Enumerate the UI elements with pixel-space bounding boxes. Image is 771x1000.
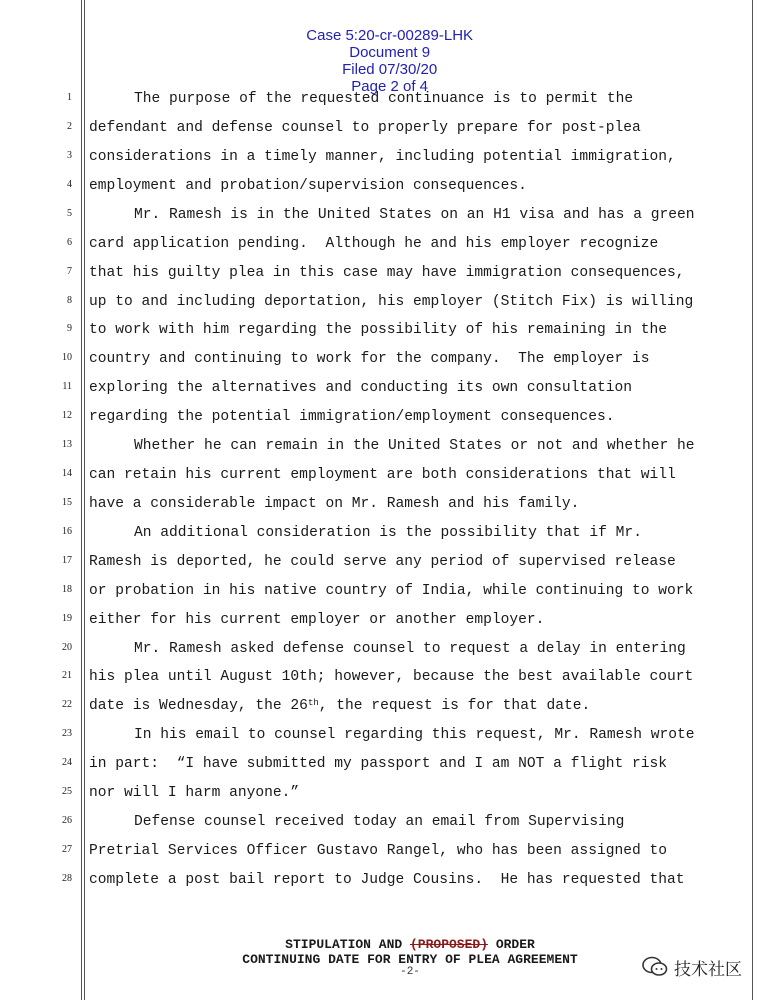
line-number: 2: [67, 121, 72, 132]
body-line: considerations in a timely manner, including potential immigration,: [89, 149, 676, 165]
page-indicator: Page 2 of 4: [351, 78, 429, 95]
line-number: 10: [62, 352, 72, 363]
line-number: 19: [62, 613, 72, 624]
body-line-text: date is Wednesday, the 26: [89, 698, 308, 714]
line-number: 5: [67, 208, 72, 219]
footer-title-struck: (PROPOSED): [410, 937, 489, 952]
line-number: 3: [67, 150, 72, 161]
line-number: 13: [62, 439, 72, 450]
margin-rule-left-inner: [84, 0, 85, 1000]
line-number: 18: [62, 584, 72, 595]
line-number: 21: [62, 670, 72, 681]
body-line: Whether he can remain in the United States or not and whether he: [134, 438, 695, 454]
line-number: 14: [62, 468, 72, 479]
line-number: 4: [67, 179, 72, 190]
body-line: that his guilty plea in this case may have immigration consequences,: [89, 265, 685, 281]
line-number: 12: [62, 410, 72, 421]
body-line: or probation in his native country of India, while continuing to work: [89, 583, 694, 599]
body-line: nor will I harm anyone.”: [89, 785, 300, 801]
body-line: An additional consideration is the possibility that if Mr.: [134, 525, 642, 541]
body-line: In his email to counsel regarding this request, Mr. Ramesh wrote: [134, 727, 695, 743]
line-number: 6: [67, 237, 72, 248]
line-number: 1: [67, 92, 72, 103]
body-line: to work with him regarding the possibility of his remaining in the: [89, 322, 668, 338]
document-number: Document 9: [349, 44, 431, 61]
line-number: 22: [62, 699, 72, 710]
line-number: 15: [62, 497, 72, 508]
body-line: regarding the potential immigration/employment consequences.: [89, 409, 615, 425]
line-number: 28: [62, 873, 72, 884]
line-number: 11: [62, 381, 72, 392]
line-number: 16: [62, 526, 72, 537]
body-line: exploring the alternatives and conducting its own consultation: [89, 380, 632, 396]
line-number: 24: [62, 757, 72, 768]
case-header: [0, 10, 771, 95]
body-line: The purpose of the requested continuance is to permit the: [134, 91, 634, 107]
body-line: Pretrial Services Officer Gustavo Rangel, who has been assigned to: [89, 843, 668, 859]
watermark: [642, 954, 742, 980]
line-number: 7: [67, 266, 72, 277]
body-line: Mr. Ramesh is in the United States on an H1 visa and has a green: [134, 207, 695, 223]
body-line: Ramesh is deported, he could serve any period of supervised release: [89, 554, 676, 570]
body-line: country and continuing to work for the company. The employer is: [89, 351, 650, 367]
line-number: 9: [67, 323, 72, 334]
body-line: employment and probation/supervision consequences.: [89, 178, 527, 194]
margin-rule-left-outer: [81, 0, 82, 1000]
case-number: Case 5:20-cr-00289-LHK: [306, 27, 474, 44]
body-line: Mr. Ramesh asked defense counsel to request a delay in entering: [134, 641, 686, 657]
body-line-text: , the request is for that date.: [318, 698, 591, 714]
body-line: his plea until August 10th; however, because the best available court: [89, 669, 694, 685]
chat-bubbles-icon: [642, 956, 668, 978]
body-line: [89, 697, 739, 715]
body-line: Defense counsel received today an email from Supervising: [134, 814, 625, 830]
line-number: 27: [62, 844, 72, 855]
margin-rule-right: [752, 0, 753, 1000]
footer-subtitle: CONTINUING DATE FOR ENTRY OF PLEA AGREEMENT: [242, 952, 578, 967]
body-line: complete a post bail report to Judge Cousins. He has requested that: [89, 872, 685, 888]
page-number: -2-: [400, 966, 420, 978]
line-number: 26: [62, 815, 72, 826]
filed-date: Filed 07/30/20: [342, 61, 438, 78]
watermark-text: 技术社区: [674, 959, 742, 980]
ordinal-suffix: th: [307, 698, 319, 708]
body-line: in part: “I have submitted my passport and I am NOT a flight risk: [89, 756, 668, 772]
body-line: have a considerable impact on Mr. Ramesh and his family.: [89, 496, 580, 512]
body-line: can retain his current employment are both considerations that will: [89, 467, 676, 483]
line-number: 17: [62, 555, 72, 566]
body-line: up to and including deportation, his employer (Stitch Fix) is willing: [89, 294, 694, 310]
body-line: card application pending. Although he and his employer recognize: [89, 236, 659, 252]
line-number: 25: [62, 786, 72, 797]
footer-title-part1: STIPULATION AND: [285, 937, 410, 952]
body-line: either for his current employer or another employer.: [89, 612, 545, 628]
line-number: 20: [62, 642, 72, 653]
body-line: defendant and defense counsel to properly prepare for post-plea: [89, 120, 641, 136]
line-number: 23: [62, 728, 72, 739]
line-number: 8: [67, 295, 72, 306]
footer-title-part2: ORDER: [488, 937, 535, 952]
footer-title: [150, 937, 670, 952]
